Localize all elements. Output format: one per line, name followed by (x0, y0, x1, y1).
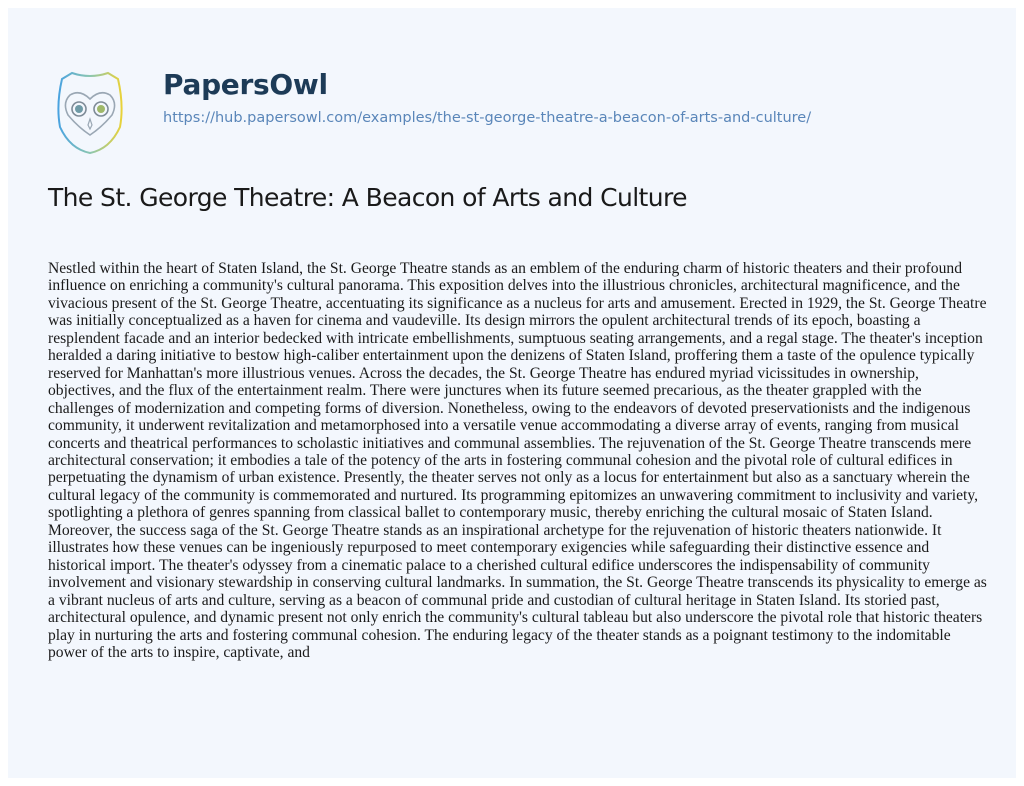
article-body: Nestled within the heart of Staten Island, the St. George Theatre stands as an emblem of the enduring charm of historic theaters and their profound influence on enriching a community's cultural panorama. This exposition delves into the illustrious chronicles, architectural magnificence, and the vivacious present of the St. George Theatre, accentuating its significance as a nucleus for arts and amusement. Erected in 1929, the St. George Theatre was initially conceptualized as a haven for cinema and vaudeville. Its design mirrors the opulent architectural trends of its epoch, boasting a resplendent facade and an interior bedecked with intricate embellishments, sumptuous seating arrangements, and a regal stage. The theater's inception heralded a daring initiative to bestow high-caliber entertainment upon the denizens of Staten Island, proffering them a taste of the opulence typically reserved for Manhattan's more illustrious venues. Across the decades, the St. George Theatre has endured myriad vicissitudes in ownership, objectives, and the flux of the entertainment realm. There were junctures when its future seemed precarious, as the theater grappled with the challenges of modernization and competing forms of diversion. Nonetheless, owing to the endeavors of devoted preservationists and the indigenous community, it underwent revitalization and metamorphosed into a versatile venue accommodating a diverse array of events, ranging from musical concerts and theatrical performances to scholastic initiatives and communal assemblies. The rejuvenation of the St. George Theatre transcends mere architectural conservation; it embodies a tale of the potency of the arts in fostering communal cohesion and the pivotal role of cultural edifices in perpetuating the dynamism of urban existence. Presently, the theater serves not only as a locus for entertainment but also as a sanctuary wherein the cultural legacy of the community is commemorated and nurtured. Its programming epitomizes an unwavering commitment to inclusivity and variety, spotlighting a plethora of genres spanning from classical ballet to contemporary music, thereby enriching the cultural mosaic of Staten Island. Moreover, the success saga of the St. George Theatre stands as an inspirational archetype for the rejuvenation of historic theaters nationwide. It illustrates how these venues can be ingeniously repurposed to meet contemporary exigencies while safeguarding their distinctive essence and historical import. The theater's odyssey from a cinematic palace to a cherished cultural edifice underscores the indispensability of community involvement and visionary stewardship in conserving cultural landmarks. In summation, the St. George Theatre transcends its physicality to emerge as a vibrant nucleus of arts and culture, serving as a beacon of communal pride and custodian of cultural heritage in Staten Island. Its storied past, architectural opulence, and dynamic present not only enrich the community's cultural tableau but also underscore the pivotal role that historic theaters play in nurturing the arts and fostering communal cohesion. The enduring legacy of the theater stands as a poignant testimony to the indomitable power of the arts to inspire, captivate, and (48, 260, 987, 661)
page-card (8, 8, 1016, 778)
brand-name[interactable]: PapersOwl (163, 68, 328, 101)
source-url-link[interactable]: https://hub.papersowl.com/examples/the-st-george-theatre-a-beacon-of-arts-and-culture/ (163, 110, 812, 126)
site-header (50, 65, 990, 165)
article-title: The St. George Theatre: A Beacon of Arts and Culture (48, 183, 687, 212)
owl-logo-icon[interactable] (50, 65, 130, 155)
